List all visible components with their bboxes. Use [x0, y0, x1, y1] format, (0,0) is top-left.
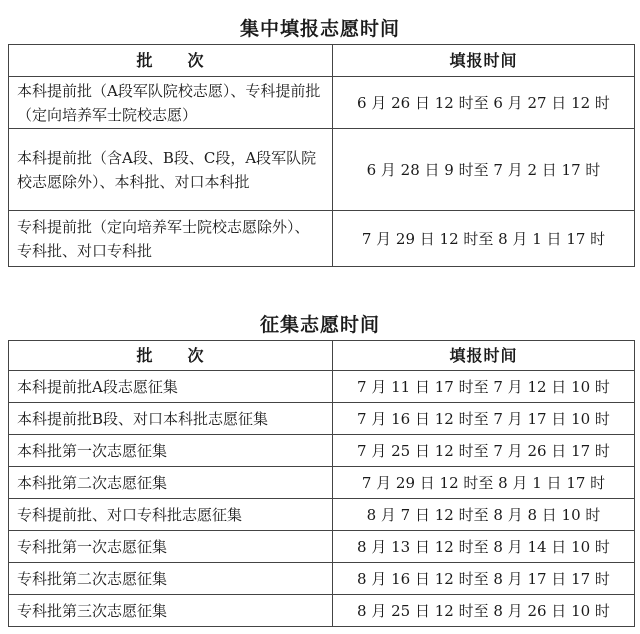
time-cell: 7 月 25 日 12 时至 7 月 26 日 17 时	[333, 435, 635, 467]
batch-cell: 专科提前批（定向培养军士院校志愿除外）、专科批、对口专科批	[9, 211, 333, 267]
batch-cell: 专科提前批、对口专科批志愿征集	[9, 499, 333, 531]
batch-cell: 本科提前批（A段军队院校志愿）、专科提前批（定向培养军士院校志愿）	[9, 77, 333, 129]
time-cell: 7 月 11 日 17 时至 7 月 12 日 10 时	[333, 371, 635, 403]
table-row	[9, 211, 635, 267]
batch-column-header: 批 次	[9, 45, 333, 77]
batch-cell: 本科批第二次志愿征集	[9, 467, 333, 499]
concentrated-schedule-table	[8, 44, 635, 267]
time-column-header: 填报时间	[333, 45, 635, 77]
batch-cell: 专科批第三次志愿征集	[9, 595, 333, 627]
table-row	[9, 467, 635, 499]
table-row	[9, 595, 635, 627]
batch-cell: 本科提前批B段、对口本科批志愿征集	[9, 403, 333, 435]
table-row	[9, 563, 635, 595]
table-row	[9, 403, 635, 435]
time-column-header: 填报时间	[333, 341, 635, 371]
table-row	[9, 77, 635, 129]
table-header-row	[9, 341, 635, 371]
time-cell: 7 月 29 日 12 时至 8 月 1 日 17 时	[333, 211, 635, 267]
time-cell: 7 月 16 日 12 时至 7 月 17 日 10 时	[333, 403, 635, 435]
concentrated-section-title: 集中填报志愿时间	[239, 18, 400, 40]
table-row	[9, 499, 635, 531]
solicitation-section-title: 征集志愿时间	[259, 314, 380, 336]
batch-cell: 本科批第一次志愿征集	[9, 435, 333, 467]
time-cell: 8 月 7 日 12 时至 8 月 8 日 10 时	[333, 499, 635, 531]
time-cell: 6 月 26 日 12 时至 6 月 27 日 12 时	[333, 77, 635, 129]
time-cell: 7 月 29 日 12 时至 8 月 1 日 17 时	[333, 467, 635, 499]
table-header-row	[9, 45, 635, 77]
solicitation-schedule-table	[8, 340, 635, 627]
table-row	[9, 531, 635, 563]
batch-cell: 本科提前批（含A段、B段、C段，A段军队院校志愿除外）、本科批、对口本科批	[9, 129, 333, 211]
table-row	[9, 371, 635, 403]
time-cell: 8 月 16 日 12 时至 8 月 17 日 17 时	[333, 563, 635, 595]
table-row	[9, 435, 635, 467]
time-cell: 8 月 13 日 12 时至 8 月 14 日 10 时	[333, 531, 635, 563]
batch-column-header: 批 次	[9, 341, 333, 371]
batch-cell: 本科提前批A段志愿征集	[9, 371, 333, 403]
time-cell: 8 月 25 日 12 时至 8 月 26 日 10 时	[333, 595, 635, 627]
table-row	[9, 129, 635, 211]
time-cell: 6 月 28 日 9 时至 7 月 2 日 17 时	[333, 129, 635, 211]
batch-cell: 专科批第二次志愿征集	[9, 563, 333, 595]
batch-cell: 专科批第一次志愿征集	[9, 531, 333, 563]
